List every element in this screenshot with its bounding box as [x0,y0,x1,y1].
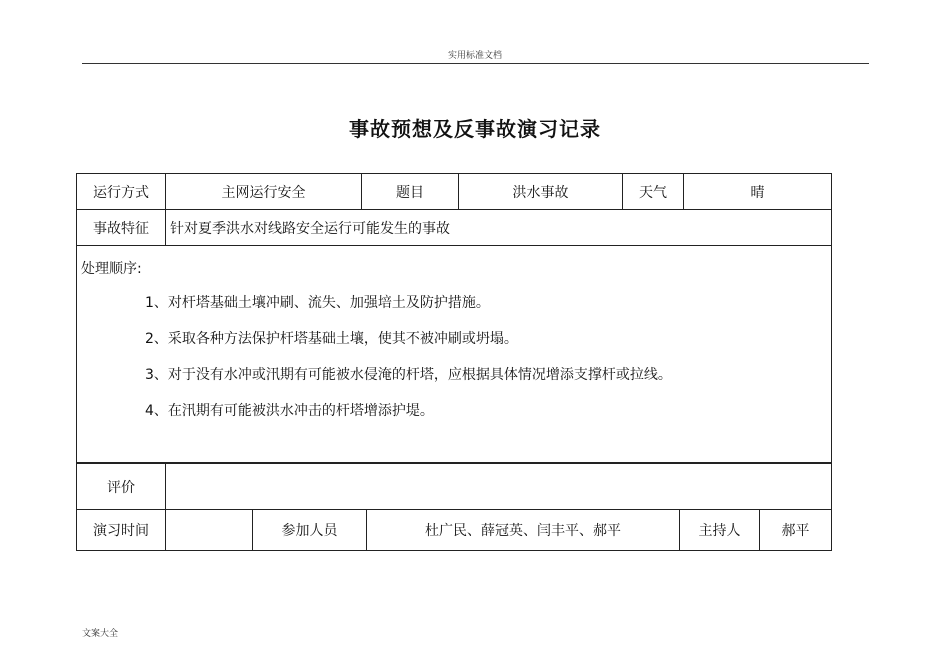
table-row [77,510,832,551]
procedure-step: 3、对于没有水冲或汛期有可能被水侵淹的杆塔，应根据具体情况增添支撑杆或拉线。 [145,367,672,383]
topic-value: 洪水事故 [459,174,623,210]
procedure-cell [77,246,832,463]
host-label: 主持人 [680,510,760,551]
topic-label: 题目 [362,174,459,210]
procedure-step: 4、在汛期有可能被洪水冲击的杆塔增添护堤。 [145,403,434,419]
procedure-step: 2、采取各种方法保护杆塔基础土壤，使其不被冲刷或坍塌。 [145,331,518,347]
weather-value: 晴 [684,174,832,210]
table-row [77,464,832,510]
document-title: 事故预想及反事故演习记录 [349,117,601,141]
participants-label: 参加人员 [253,510,367,551]
feature-value: 针对夏季洪水对线路安全运行可能发生的事故 [166,210,832,246]
host-value: 郝平 [760,510,832,551]
feature-label: 事故特征 [77,210,166,246]
mode-label: 运行方式 [77,174,166,210]
page-header: 实用标准文档 [447,51,502,61]
table-row [77,210,832,246]
table-row [77,246,832,463]
header-divider [82,63,869,64]
evaluation-value [166,464,832,510]
page-footer: 文案大全 [82,629,119,639]
procedure-label: 处理顺序: [81,261,142,277]
weather-label: 天气 [623,174,684,210]
drill-time-label: 演习时间 [77,510,166,551]
procedure-step: 1、对杆塔基础土壤冲刷、流失、加强培土及防护措施。 [145,295,490,311]
mode-value: 主网运行安全 [166,174,362,210]
evaluation-label: 评价 [77,464,166,510]
participants-value: 杜广民、薛冠英、闫丰平、郝平 [367,510,680,551]
drill-table [76,463,832,551]
table-row [77,174,832,210]
drill-time-value [166,510,253,551]
